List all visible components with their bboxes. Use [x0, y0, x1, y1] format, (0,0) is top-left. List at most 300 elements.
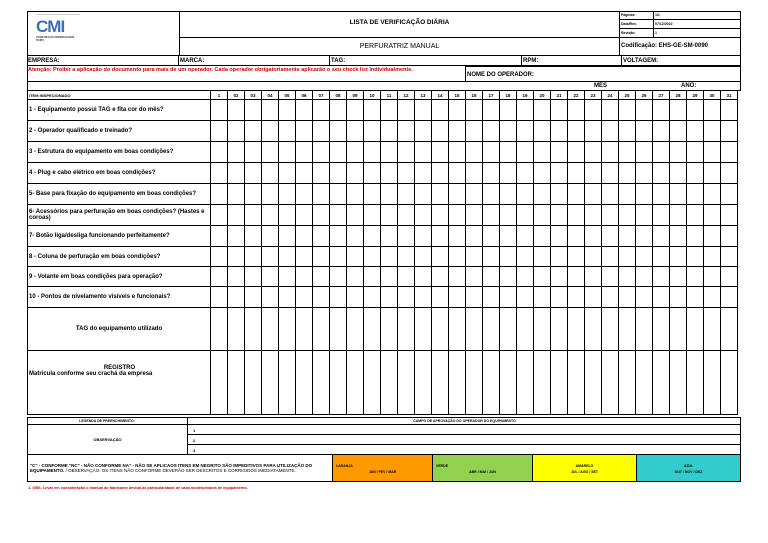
- check-cell[interactable]: [398, 142, 415, 163]
- tag-cell[interactable]: [585, 308, 602, 351]
- check-cell[interactable]: [466, 100, 483, 121]
- check-cell[interactable]: [245, 184, 262, 205]
- check-cell[interactable]: [568, 163, 585, 184]
- tag-cell[interactable]: [330, 308, 347, 351]
- check-cell[interactable]: [449, 287, 466, 308]
- check-cell[interactable]: [517, 184, 534, 205]
- check-cell[interactable]: [670, 287, 687, 308]
- check-cell[interactable]: [211, 287, 228, 308]
- check-cell[interactable]: [296, 184, 313, 205]
- check-cell[interactable]: [602, 205, 619, 226]
- check-cell[interactable]: [687, 142, 704, 163]
- check-cell[interactable]: [432, 247, 449, 267]
- check-cell[interactable]: [687, 163, 704, 184]
- check-cell[interactable]: [296, 121, 313, 142]
- check-cell[interactable]: [670, 121, 687, 142]
- check-cell[interactable]: [279, 121, 296, 142]
- check-cell[interactable]: [704, 142, 721, 163]
- registro-cell[interactable]: [415, 351, 432, 415]
- tag-cell[interactable]: [602, 308, 619, 351]
- check-cell[interactable]: [330, 247, 347, 267]
- check-cell[interactable]: [398, 267, 415, 287]
- check-cell[interactable]: [551, 100, 568, 121]
- check-cell[interactable]: [653, 287, 670, 308]
- check-cell[interactable]: [313, 184, 330, 205]
- check-cell[interactable]: [636, 100, 653, 121]
- check-cell[interactable]: [670, 142, 687, 163]
- tag-cell[interactable]: [296, 308, 313, 351]
- empresa-field[interactable]: EMPRESA:: [28, 58, 60, 64]
- check-cell[interactable]: [330, 163, 347, 184]
- check-cell[interactable]: [211, 142, 228, 163]
- check-cell[interactable]: [483, 142, 500, 163]
- check-cell[interactable]: [636, 287, 653, 308]
- tag-cell[interactable]: [449, 308, 466, 351]
- check-cell[interactable]: [721, 226, 738, 247]
- check-cell[interactable]: [483, 267, 500, 287]
- check-cell[interactable]: [279, 205, 296, 226]
- registro-cell[interactable]: [636, 351, 653, 415]
- check-cell[interactable]: [432, 121, 449, 142]
- check-cell[interactable]: [687, 226, 704, 247]
- check-cell[interactable]: [228, 184, 245, 205]
- check-cell[interactable]: [449, 163, 466, 184]
- check-cell[interactable]: [466, 226, 483, 247]
- check-cell[interactable]: [262, 205, 279, 226]
- check-cell[interactable]: [415, 100, 432, 121]
- check-cell[interactable]: [211, 184, 228, 205]
- check-cell[interactable]: [619, 163, 636, 184]
- check-cell[interactable]: [534, 226, 551, 247]
- check-cell[interactable]: [228, 163, 245, 184]
- check-cell[interactable]: [636, 205, 653, 226]
- check-cell[interactable]: [381, 184, 398, 205]
- check-cell[interactable]: [245, 287, 262, 308]
- check-cell[interactable]: [364, 100, 381, 121]
- check-cell[interactable]: [330, 287, 347, 308]
- check-cell[interactable]: [534, 205, 551, 226]
- check-cell[interactable]: [500, 100, 517, 121]
- check-cell[interactable]: [432, 100, 449, 121]
- check-cell[interactable]: [364, 226, 381, 247]
- check-cell[interactable]: [245, 247, 262, 267]
- check-cell[interactable]: [313, 226, 330, 247]
- marca-field[interactable]: MARCA:: [180, 58, 205, 64]
- check-cell[interactable]: [500, 205, 517, 226]
- check-cell[interactable]: [262, 100, 279, 121]
- check-cell[interactable]: [704, 287, 721, 308]
- registro-cell[interactable]: [704, 351, 721, 415]
- check-cell[interactable]: [364, 163, 381, 184]
- check-cell[interactable]: [228, 226, 245, 247]
- check-cell[interactable]: [704, 121, 721, 142]
- registro-cell[interactable]: [364, 351, 381, 415]
- check-cell[interactable]: [449, 226, 466, 247]
- registro-cell[interactable]: [653, 351, 670, 415]
- tag-cell[interactable]: [687, 308, 704, 351]
- check-cell[interactable]: [347, 226, 364, 247]
- check-cell[interactable]: [228, 142, 245, 163]
- check-cell[interactable]: [585, 205, 602, 226]
- check-cell[interactable]: [296, 267, 313, 287]
- check-cell[interactable]: [500, 247, 517, 267]
- check-cell[interactable]: [245, 267, 262, 287]
- check-cell[interactable]: [483, 226, 500, 247]
- check-cell[interactable]: [619, 247, 636, 267]
- check-cell[interactable]: [619, 100, 636, 121]
- check-cell[interactable]: [653, 267, 670, 287]
- tag-cell[interactable]: [568, 308, 585, 351]
- check-cell[interactable]: [687, 184, 704, 205]
- tag-cell[interactable]: [279, 308, 296, 351]
- check-cell[interactable]: [296, 142, 313, 163]
- check-cell[interactable]: [687, 121, 704, 142]
- check-cell[interactable]: [211, 205, 228, 226]
- check-cell[interactable]: [517, 247, 534, 267]
- check-cell[interactable]: [279, 287, 296, 308]
- check-cell[interactable]: [636, 142, 653, 163]
- check-cell[interactable]: [602, 226, 619, 247]
- check-cell[interactable]: [449, 142, 466, 163]
- check-cell[interactable]: [347, 267, 364, 287]
- check-cell[interactable]: [551, 163, 568, 184]
- registro-cell[interactable]: [670, 351, 687, 415]
- check-cell[interactable]: [721, 287, 738, 308]
- check-cell[interactable]: [568, 226, 585, 247]
- check-cell[interactable]: [313, 287, 330, 308]
- check-cell[interactable]: [500, 226, 517, 247]
- tag-cell[interactable]: [721, 308, 738, 351]
- check-cell[interactable]: [568, 121, 585, 142]
- tag-cell[interactable]: [619, 308, 636, 351]
- check-cell[interactable]: [551, 247, 568, 267]
- check-cell[interactable]: [347, 184, 364, 205]
- check-cell[interactable]: [330, 184, 347, 205]
- check-cell[interactable]: [211, 163, 228, 184]
- check-cell[interactable]: [500, 121, 517, 142]
- check-cell[interactable]: [228, 247, 245, 267]
- check-cell[interactable]: [228, 100, 245, 121]
- registro-cell[interactable]: [551, 351, 568, 415]
- check-cell[interactable]: [432, 226, 449, 247]
- tag-cell[interactable]: [398, 308, 415, 351]
- check-cell[interactable]: [585, 287, 602, 308]
- check-cell[interactable]: [398, 163, 415, 184]
- check-cell[interactable]: [381, 142, 398, 163]
- check-cell[interactable]: [211, 267, 228, 287]
- check-cell[interactable]: [228, 287, 245, 308]
- registro-cell[interactable]: [432, 351, 449, 415]
- check-cell[interactable]: [585, 142, 602, 163]
- check-cell[interactable]: [517, 287, 534, 308]
- check-cell[interactable]: [585, 100, 602, 121]
- check-cell[interactable]: [279, 142, 296, 163]
- tag-cell[interactable]: [415, 308, 432, 351]
- check-cell[interactable]: [704, 163, 721, 184]
- check-cell[interactable]: [449, 184, 466, 205]
- registro-cell[interactable]: [228, 351, 245, 415]
- check-cell[interactable]: [313, 163, 330, 184]
- check-cell[interactable]: [619, 121, 636, 142]
- registro-cell[interactable]: [602, 351, 619, 415]
- check-cell[interactable]: [347, 142, 364, 163]
- check-cell[interactable]: [245, 121, 262, 142]
- check-cell[interactable]: [364, 121, 381, 142]
- check-cell[interactable]: [313, 142, 330, 163]
- check-cell[interactable]: [670, 163, 687, 184]
- check-cell[interactable]: [330, 226, 347, 247]
- check-cell[interactable]: [687, 267, 704, 287]
- check-cell[interactable]: [704, 226, 721, 247]
- check-cell[interactable]: [704, 247, 721, 267]
- registro-cell[interactable]: [381, 351, 398, 415]
- registro-cell[interactable]: [568, 351, 585, 415]
- check-cell[interactable]: [211, 100, 228, 121]
- tag-cell[interactable]: [636, 308, 653, 351]
- check-cell[interactable]: [517, 121, 534, 142]
- voltagem-field[interactable]: VOLTAGEM:: [623, 58, 659, 64]
- check-cell[interactable]: [449, 267, 466, 287]
- check-cell[interactable]: [262, 121, 279, 142]
- ano-field[interactable]: ANO:: [681, 83, 697, 89]
- check-cell[interactable]: [534, 142, 551, 163]
- check-cell[interactable]: [296, 247, 313, 267]
- check-cell[interactable]: [364, 267, 381, 287]
- check-cell[interactable]: [534, 163, 551, 184]
- check-cell[interactable]: [381, 100, 398, 121]
- check-cell[interactable]: [245, 142, 262, 163]
- registro-cell[interactable]: [347, 351, 364, 415]
- tag-cell[interactable]: [500, 308, 517, 351]
- check-cell[interactable]: [551, 287, 568, 308]
- check-cell[interactable]: [500, 163, 517, 184]
- check-cell[interactable]: [619, 205, 636, 226]
- check-cell[interactable]: [483, 247, 500, 267]
- check-cell[interactable]: [568, 205, 585, 226]
- check-cell[interactable]: [568, 287, 585, 308]
- tag-cell[interactable]: [432, 308, 449, 351]
- check-cell[interactable]: [500, 142, 517, 163]
- check-cell[interactable]: [534, 247, 551, 267]
- check-cell[interactable]: [211, 247, 228, 267]
- tag-cell[interactable]: [670, 308, 687, 351]
- check-cell[interactable]: [619, 267, 636, 287]
- registro-cell[interactable]: [517, 351, 534, 415]
- check-cell[interactable]: [279, 163, 296, 184]
- check-cell[interactable]: [398, 205, 415, 226]
- check-cell[interactable]: [670, 226, 687, 247]
- check-cell[interactable]: [245, 163, 262, 184]
- check-cell[interactable]: [347, 121, 364, 142]
- tag-cell[interactable]: [364, 308, 381, 351]
- check-cell[interactable]: [466, 142, 483, 163]
- check-cell[interactable]: [636, 121, 653, 142]
- check-cell[interactable]: [228, 267, 245, 287]
- check-cell[interactable]: [347, 205, 364, 226]
- check-cell[interactable]: [415, 267, 432, 287]
- check-cell[interactable]: [653, 247, 670, 267]
- check-cell[interactable]: [653, 121, 670, 142]
- check-cell[interactable]: [466, 267, 483, 287]
- check-cell[interactable]: [381, 205, 398, 226]
- tag-cell[interactable]: [483, 308, 500, 351]
- check-cell[interactable]: [330, 267, 347, 287]
- check-cell[interactable]: [398, 121, 415, 142]
- registro-cell[interactable]: [483, 351, 500, 415]
- check-cell[interactable]: [517, 267, 534, 287]
- check-cell[interactable]: [398, 184, 415, 205]
- check-cell[interactable]: [619, 287, 636, 308]
- check-cell[interactable]: [602, 267, 619, 287]
- check-cell[interactable]: [466, 121, 483, 142]
- check-cell[interactable]: [279, 267, 296, 287]
- check-cell[interactable]: [619, 184, 636, 205]
- tag-field[interactable]: TAG:: [331, 58, 346, 64]
- check-cell[interactable]: [551, 184, 568, 205]
- check-cell[interactable]: [687, 287, 704, 308]
- check-cell[interactable]: [602, 142, 619, 163]
- check-cell[interactable]: [415, 163, 432, 184]
- check-cell[interactable]: [279, 184, 296, 205]
- registro-cell[interactable]: [398, 351, 415, 415]
- registro-cell[interactable]: [449, 351, 466, 415]
- check-cell[interactable]: [721, 163, 738, 184]
- tag-cell[interactable]: [653, 308, 670, 351]
- check-cell[interactable]: [636, 226, 653, 247]
- check-cell[interactable]: [398, 247, 415, 267]
- check-cell[interactable]: [568, 142, 585, 163]
- check-cell[interactable]: [687, 205, 704, 226]
- check-cell[interactable]: [296, 100, 313, 121]
- registro-cell[interactable]: [534, 351, 551, 415]
- check-cell[interactable]: [381, 226, 398, 247]
- registro-cell[interactable]: [330, 351, 347, 415]
- check-cell[interactable]: [483, 205, 500, 226]
- check-cell[interactable]: [585, 267, 602, 287]
- check-cell[interactable]: [449, 247, 466, 267]
- check-cell[interactable]: [364, 205, 381, 226]
- registro-cell[interactable]: [721, 351, 738, 415]
- tag-cell[interactable]: [466, 308, 483, 351]
- check-cell[interactable]: [415, 205, 432, 226]
- registro-cell[interactable]: [619, 351, 636, 415]
- check-cell[interactable]: [653, 184, 670, 205]
- check-cell[interactable]: [619, 142, 636, 163]
- tag-cell[interactable]: [313, 308, 330, 351]
- check-cell[interactable]: [551, 205, 568, 226]
- check-cell[interactable]: [313, 247, 330, 267]
- check-cell[interactable]: [517, 100, 534, 121]
- registro-cell[interactable]: [211, 351, 228, 415]
- check-cell[interactable]: [483, 287, 500, 308]
- tag-cell[interactable]: [704, 308, 721, 351]
- tag-cell[interactable]: [381, 308, 398, 351]
- check-cell[interactable]: [211, 226, 228, 247]
- check-cell[interactable]: [500, 267, 517, 287]
- registro-cell[interactable]: [279, 351, 296, 415]
- check-cell[interactable]: [262, 287, 279, 308]
- check-cell[interactable]: [245, 100, 262, 121]
- check-cell[interactable]: [313, 267, 330, 287]
- check-cell[interactable]: [534, 287, 551, 308]
- check-cell[interactable]: [313, 121, 330, 142]
- check-cell[interactable]: [653, 142, 670, 163]
- check-cell[interactable]: [398, 226, 415, 247]
- check-cell[interactable]: [432, 205, 449, 226]
- check-cell[interactable]: [398, 287, 415, 308]
- check-cell[interactable]: [466, 163, 483, 184]
- check-cell[interactable]: [636, 163, 653, 184]
- check-cell[interactable]: [670, 100, 687, 121]
- check-cell[interactable]: [636, 184, 653, 205]
- check-cell[interactable]: [585, 226, 602, 247]
- check-cell[interactable]: [483, 184, 500, 205]
- check-cell[interactable]: [602, 163, 619, 184]
- tag-cell[interactable]: [228, 308, 245, 351]
- check-cell[interactable]: [330, 142, 347, 163]
- check-cell[interactable]: [330, 121, 347, 142]
- check-cell[interactable]: [262, 267, 279, 287]
- check-cell[interactable]: [449, 100, 466, 121]
- check-cell[interactable]: [228, 121, 245, 142]
- check-cell[interactable]: [619, 226, 636, 247]
- check-cell[interactable]: [381, 287, 398, 308]
- rpm-field[interactable]: RPM:: [523, 58, 539, 64]
- check-cell[interactable]: [296, 226, 313, 247]
- check-cell[interactable]: [534, 184, 551, 205]
- check-cell[interactable]: [364, 184, 381, 205]
- check-cell[interactable]: [296, 163, 313, 184]
- check-cell[interactable]: [466, 287, 483, 308]
- registro-cell[interactable]: [466, 351, 483, 415]
- registro-cell[interactable]: [500, 351, 517, 415]
- check-cell[interactable]: [721, 267, 738, 287]
- check-cell[interactable]: [568, 184, 585, 205]
- check-cell[interactable]: [415, 142, 432, 163]
- check-cell[interactable]: [585, 163, 602, 184]
- tag-cell[interactable]: [245, 308, 262, 351]
- registro-cell[interactable]: [585, 351, 602, 415]
- check-cell[interactable]: [330, 205, 347, 226]
- check-cell[interactable]: [347, 247, 364, 267]
- check-cell[interactable]: [534, 267, 551, 287]
- check-cell[interactable]: [551, 121, 568, 142]
- check-cell[interactable]: [432, 142, 449, 163]
- check-cell[interactable]: [721, 205, 738, 226]
- check-cell[interactable]: [432, 287, 449, 308]
- check-cell[interactable]: [364, 247, 381, 267]
- tag-cell[interactable]: [517, 308, 534, 351]
- check-cell[interactable]: [313, 100, 330, 121]
- check-cell[interactable]: [330, 100, 347, 121]
- check-cell[interactable]: [381, 163, 398, 184]
- check-cell[interactable]: [721, 121, 738, 142]
- check-cell[interactable]: [551, 142, 568, 163]
- check-cell[interactable]: [517, 163, 534, 184]
- check-cell[interactable]: [534, 121, 551, 142]
- check-cell[interactable]: [653, 205, 670, 226]
- check-cell[interactable]: [687, 100, 704, 121]
- registro-cell[interactable]: [313, 351, 330, 415]
- check-cell[interactable]: [704, 205, 721, 226]
- check-cell[interactable]: [585, 121, 602, 142]
- check-cell[interactable]: [653, 100, 670, 121]
- check-cell[interactable]: [296, 287, 313, 308]
- registro-cell[interactable]: [262, 351, 279, 415]
- check-cell[interactable]: [568, 267, 585, 287]
- tag-cell[interactable]: [347, 308, 364, 351]
- check-cell[interactable]: [670, 247, 687, 267]
